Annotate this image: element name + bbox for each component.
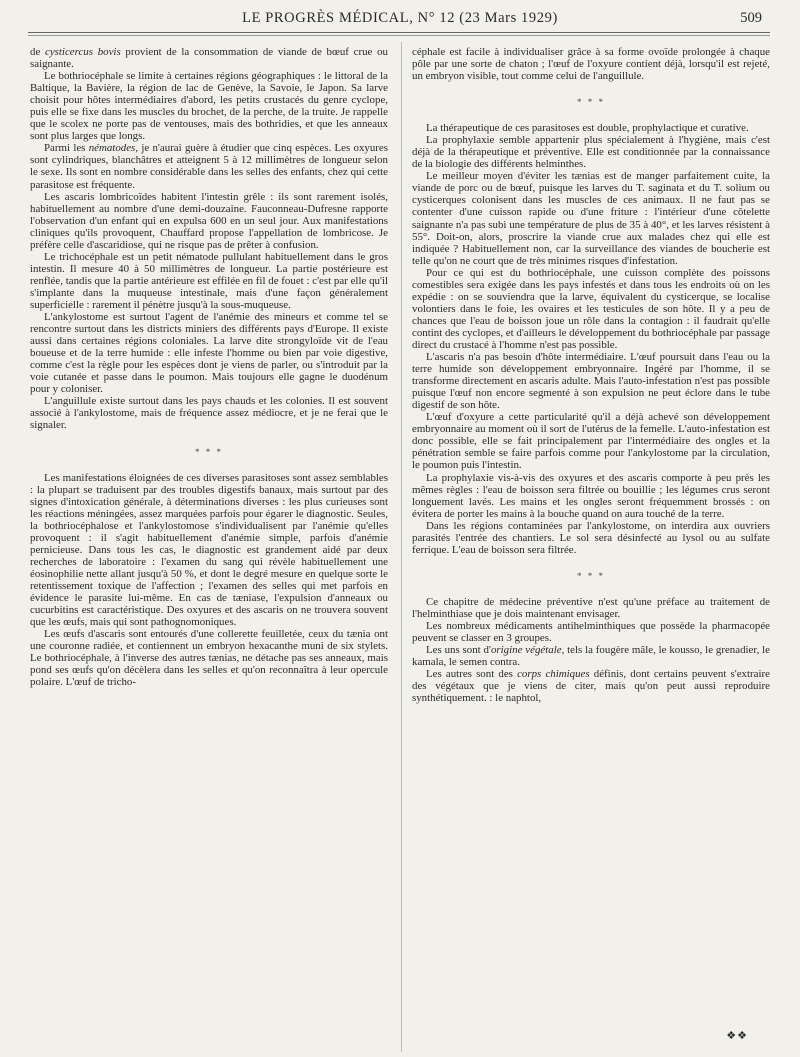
text: , je n'aurai guère à étudier que cinq espèces. Les oxyures sont cylindriques, blanchâtres et atteignent 5 à 12 millimètres de longueur selon le sexe. Ils sont en nombre considérable dans les selles des enfants, chez qui cette parasitose est fréquente. bbox=[30, 142, 388, 191]
section-separator: * * * bbox=[577, 97, 605, 108]
paragraph bbox=[412, 644, 770, 668]
paragraph: Le meilleur moyen d'éviter les tænias est de manger parfaitement cuite, la viande de porc ou de bœuf, puisque les larves du T. saginata et du T. solium ou cysticerques colonisent dans les muscles de ces animaux. Il ne faut pas se contenter d'une cuisson rapide ou d'une friture : l'intérieur d'une côtelette saignante n'a pas subi une température de plus de 35 à 40°, et les larves résistent à 55°. Doit-on, alors, proscrire la viande crue aux malades chez qui elle est indiquée ? Habituellement non, car la surveillance des viandes de boucherie est telle qu'on ne court que de très minimes risques d'infestation. bbox=[412, 170, 770, 267]
text: provient de la consommation de viande de bœuf crue ou saignante. bbox=[30, 46, 388, 71]
section-separator: * * * bbox=[577, 570, 605, 581]
paragraph: Les œufs d'ascaris sont entourés d'une collerette feuilletée, ceux du tænia ont une couronne radiée, et contiennent un embryon hexacanthe muni de six stylets. Le bothriocéphale, à l'inverse des autres tænias, ne détache pas ses anneaux, mais pond ses œufs qu'on décèlera dans les selles et qu'on reconnaîtra à leur opercule polaire. L'œuf de tricho- bbox=[30, 628, 388, 689]
page-number: 509 bbox=[740, 10, 762, 26]
text: de bbox=[30, 46, 45, 58]
journal-title: LE PROGRÈS MÉDICAL, N° 12 (23 Mars 1929) bbox=[242, 10, 558, 26]
paragraph: L'ascaris n'a pas besoin d'hôte intermédiaire. L'œuf poursuit dans l'eau ou la terre humide son développement embryonnaire. Ingéré par l'homme, il se transforme directement en ascaris adulte. Mais l'auto-infestation n'est pas possible puisque l'œuf non encore segmenté à son expulsion ne peut éclore dans le tube digestif de son hôte. bbox=[412, 351, 770, 412]
italic-term: origine végétale bbox=[490, 644, 562, 657]
paragraph: Les nombreux médicaments antihelminthiques que possède la pharmacopée peuvent se classer en 3 groupes. bbox=[412, 619, 770, 644]
paragraph bbox=[412, 668, 770, 704]
text: , tels la fougère mâle, le kousso, le grenadier, le kamala, le semen contra. bbox=[412, 644, 770, 669]
text: définis, dont certains peuvent s'extraire des végétaux que je viens de citer, mais qu'on peut aussi reproduire synthétiquement. : le naphtol, bbox=[412, 668, 770, 705]
paragraph bbox=[30, 46, 388, 70]
page-header bbox=[30, 10, 770, 32]
italic-term: nématodes bbox=[88, 142, 136, 155]
paragraph: Dans les régions contaminées par l'ankylostome, on interdira aux ouvriers parasités l'entrée des chantiers. Le sol sera désinfecté au lysol ou au sulfate ferrique. L'eau de boisson sera filtrée. bbox=[412, 519, 770, 556]
section-separator: * * * bbox=[195, 446, 223, 457]
paragraph: Les ascaris lombricoïdes habitent l'intestin grêle : ils sont rarement isolés, habituellement au nombre d'une demi-douzaine. Fauconneau-Dufresne rapporte l'observation d'un enfant qui en expulsa 600 en un seul jour. Aux manifestations cliniques qu'ils provoquent, Chauffard propose l'appellation de lombricose. Je préfère celle d'ascaridiose, qui ne risque pas de prêter à confusion. bbox=[30, 190, 388, 251]
text: Les uns sont d' bbox=[426, 644, 491, 657]
italic-term: corps chimiques bbox=[517, 668, 590, 681]
paragraph: La prophylaxie semble appartenir plus spécialement à l'hygiène, mais c'est déjà de la thérapeutique et préventive. Elle est conditionnée par la connaissance de la biologie des différents helminthes. bbox=[412, 134, 770, 171]
paragraph: L'œuf d'oxyure a cette particularité qu'il a déjà achevé son développement embryonnaire au moment où il sort de l'utérus de la femelle. L'auto-infestation est donc possible, elle se fait principalement par l'intermédiaire des ongles et la pénétration semble se faire parfois comme pour l'ankylostome par la circulation, le poumon puis l'intestin. bbox=[412, 411, 770, 472]
left-column bbox=[30, 46, 388, 688]
right-column bbox=[412, 46, 770, 704]
paragraph: céphale est facile à individualiser grâce à sa forme ovoïde prolongée à chaque pôle par une sorte de chaton ; l'œuf de l'oxyure contient déjà, lorsqu'il est rejeté, un embryon visible, tout comme celui de l'anguillule. bbox=[412, 46, 770, 83]
paragraph bbox=[30, 142, 388, 190]
paragraph: La thérapeutique de ces parasitoses est double, prophylactique et curative. bbox=[426, 122, 749, 135]
paragraph: Ce chapitre de médecine préventive n'est qu'une préface au traitement de l'helminthiase que je dois maintenant envisager. bbox=[412, 595, 770, 620]
paragraph: Le bothriocéphale se limite à certaines régions géographiques : le littoral de la Baltique, la Bavière, la région de lac de Genève, la Savoie, le Japon. Sa larve choisit pour hôtes intermédiaires d'abord, les petits crustacés du genre cyclope, puis elle se fixe dans les muscles du brochet, de la perche, de la truite. Je rappelle que le scolex ne porte pas de ventouses, mais des bothridies, et que les anneaux sont plus larges que longs. bbox=[30, 70, 388, 143]
header-rule-secondary bbox=[28, 35, 770, 36]
italic-term: cysticercus bovis bbox=[45, 46, 121, 58]
paragraph: La prophylaxie vis-à-vis des oxyures et des ascaris comporte à peu près les mêmes règles : l'eau de boisson sera filtrée ou bouillie ; les légumes crus seront longuement lavés. Les mains et les ongles seront fréquemment brossés : on évitera de porter les mains à la bouche quand on aura touché de la terre. bbox=[412, 471, 770, 520]
paragraph: Les manifestations éloignées de ces diverses parasitoses sont assez semblables : la plupart se traduisent par des troubles digestifs banaux, mais surtout par des signes d'intoxication générale, à déterminations diverses : les plus curieuses sont les réactions méningées, assez marquées parfois pour égarer le diagnostic. Seules, la bothriocéphalose et l'ankylostomose s'individualisent par l'anémie qu'elles provoquent : il s'agit habituellement d'anémie simple, parfois d'anémie pernicieuse. Dans tous les cas, le diagnostic est grandement aidé par deux recherches de laboratoire : l'examen du sang qui révèle habituellement une éosinophilie nette allant jusqu'à 50 %, et dont le degré mesure en quelque sorte le retentissement toxique de l'affection ; l'examen des selles qui met parfois en évidence le parasite lui-même. En cas de tæniase, l'expulsion d'anneaux ou cucurbitins est caractéristique. Des oxyures et des ascaris on ne trouvera souvent que les œufs, mais qui sont pathognomoniques. bbox=[30, 471, 388, 629]
text: Les autres sont des bbox=[426, 668, 518, 681]
paragraph: Pour ce qui est du bothriocéphale, une cuisson complète des poissons comestibles sera exigée dans les pays infestés et dans tous les endroits où on les expédie : on se souviendra que la larve, équivalent du cysticerque, se localise volontiers dans le foie, les ovaires et les testicules de son hôte. Il y a peu de chances que l'eau de boisson joue un rôle dans la contagion : il faudrait qu'elle contint des cyclopes, et d'ailleurs le développement du bothriocéphale par passage direct du crustacé à l'homme n'est pas possible. bbox=[412, 266, 770, 351]
paragraph: L'anguillule existe surtout dans les pays chauds et les colonies. Il est souvent associé à l'ankylostome, mais de fréquence assez médiocre, et je ne ferai que le signaler. bbox=[30, 395, 388, 432]
continuation-ornament: ❖❖ bbox=[726, 1030, 748, 1042]
header-rule bbox=[28, 32, 770, 33]
paragraph: Le trichocéphale est un petit nématode pullulant habituellement dans le gros intestin. Il mesure 40 à 50 millimètres de longueur. La partie postérieure est renflée, tandis que la partie antérieure est effilée en fil de fouet : c'est par elle qu'il s'implante dans la muqueuse intestinale, mais d'une façon généralement superficielle : rarement il pénètre jusqu'à la sous-muqueuse. bbox=[30, 250, 388, 311]
paragraph: L'ankylostome est surtout l'agent de l'anémie des mineurs et comme tel se rencontre surtout dans les districts miniers des différents pays d'Europe. Il existe aussi dans certaines régions coloniales. La larve dite strongyloïde vit de l'eau boueuse et de la terre humide : elle infeste l'homme ou bien par voie digestive, comme c'est la règle pour les espèces dont je viens de parler, ou s'introduit par la voie cutanée et passe dans le poumon. Mais toujours elle gagne le duodénum pour y coloniser. bbox=[30, 311, 388, 396]
column-divider bbox=[401, 42, 402, 1052]
text: Parmi les bbox=[44, 142, 89, 155]
